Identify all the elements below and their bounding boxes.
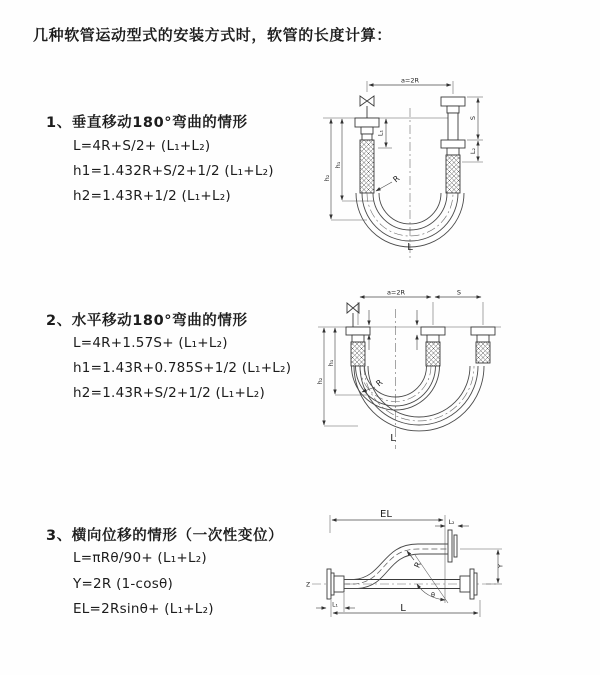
right-pipe-assembly: [471, 327, 495, 363]
valve-icon: [360, 96, 374, 118]
dim-a2r-label: a=2R: [386, 288, 406, 297]
right-flange: [460, 569, 477, 599]
section2-formula-3: h2=1.43R+S/2+1/2 (L₁+L₂): [73, 385, 265, 401]
right-pipe-assembly: [441, 97, 465, 193]
dim-theta-label: θ: [431, 591, 435, 599]
dim-l: [331, 600, 480, 617]
section3-formula-1: L=πRθ/90+ (L₁+L₂): [73, 550, 207, 566]
dim-l-label: L: [407, 242, 413, 253]
dim-el-label: EL: [380, 509, 392, 520]
section3-formula-3: EL=2Rsinθ+ (L₁+L₂): [73, 601, 214, 617]
left-pipe-assembly: [355, 118, 379, 193]
dim-s-label: S: [456, 288, 462, 297]
dim-l1: [316, 593, 355, 612]
dim-radius: [376, 174, 402, 191]
dim-h1-label: h₁: [334, 161, 342, 169]
section2-formula-2: h1=1.43R+0.785S+1/2 (L₁+L₂): [73, 360, 292, 376]
axis-marker: Z: [305, 581, 311, 589]
hose-s-curve: [344, 544, 448, 589]
diagram-lateral-displacement: [298, 503, 598, 643]
left-flange: [327, 569, 344, 599]
section1-formula-1: L=4R+S/2+ (L₁+L₂): [73, 138, 211, 154]
dim-h2-label: h₂: [316, 377, 324, 385]
dim-l1-label: L₁: [376, 129, 385, 137]
connector-length-arrows: [369, 310, 417, 350]
dim-a2r-label: a=2R: [400, 76, 420, 85]
valve-icon: [347, 303, 359, 327]
section2-formula-1: L=4R+1.57S+ (L₁+L₂): [73, 335, 228, 351]
section3-formula-2: Y=2R (1-cosθ): [73, 576, 174, 592]
page-title: 几种软管运动型式的安装方式时，软管的长度计算：: [33, 26, 392, 44]
section1-heading: 1、垂直移动180°弯曲的情形: [46, 115, 248, 131]
angle-theta: [415, 555, 448, 603]
dim-l1-label: L₁: [332, 601, 338, 609]
section2-heading: 2、水平移动180°弯曲的情形: [46, 313, 248, 329]
dim-l-label: L: [390, 433, 396, 444]
dim-y-label: Y: [496, 564, 505, 568]
left-pipe-assembly: [346, 327, 370, 366]
dim-l2-label: L₂: [469, 147, 477, 155]
upper-flange: [448, 530, 457, 562]
section1-formula-2: h1=1.432R+S/2+1/2 (L₁+L₂): [73, 163, 274, 179]
dim-r-label: R: [391, 173, 402, 185]
dim-l-label: L: [400, 603, 406, 614]
dim-r-label: R: [412, 560, 423, 570]
section1-formula-3: h2=1.43R+1/2 (L₁+L₂): [73, 188, 231, 204]
dim-h2-label: h₂: [323, 174, 331, 182]
diagram-vertical-180-bend: [310, 68, 600, 263]
dim-s-l2: [462, 97, 483, 162]
dim-l2-label: L₂: [448, 519, 455, 526]
dim-h1-label: h₁: [327, 359, 335, 367]
dim-a2r: [367, 77, 453, 95]
section3-heading: 3、横向位移的情形（一次性变位）: [46, 528, 284, 544]
dim-r-label: R: [374, 377, 385, 389]
dim-a2r-s: [358, 289, 483, 326]
dim-s-label: S: [469, 115, 477, 121]
diagram-horizontal-180-bend: [303, 281, 600, 456]
middle-pipe-assembly: [421, 327, 445, 366]
